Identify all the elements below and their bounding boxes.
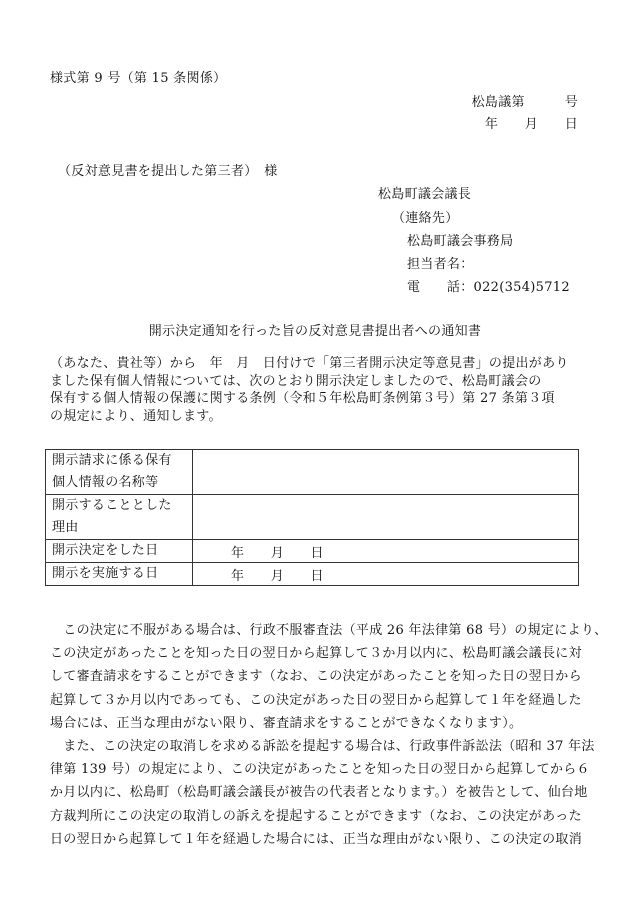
row-label — [46, 495, 193, 540]
body-line: 律第 139 号）の規定により、この決定があったことを知った日の翌日から起算してから６ — [50, 762, 590, 778]
appeal-notice-paragraph — [50, 619, 608, 851]
table-row — [46, 540, 579, 563]
intro-line: 保有する個人情報の保護に関する条例（令和５年松島町条例第３号）第 27 条第３項 — [50, 391, 555, 406]
row-label — [46, 450, 193, 495]
day-label: 日 — [310, 568, 324, 584]
body-line: 場合には、正当な理由がない限り、審査請求をすることができなくなります）。 — [50, 715, 523, 731]
year-label: 年 — [231, 568, 245, 584]
sender-title: 松島町議会議長 — [378, 187, 472, 202]
intro-line: ました保有個人情報については、次のとおり開示決定しましたので、松島町議会の — [50, 373, 542, 389]
personal-info-name-field — [193, 450, 579, 495]
contact-office: 松島町議会事務局 — [407, 234, 514, 249]
disclosure-reason-field — [193, 495, 579, 540]
table-row — [46, 495, 579, 540]
body-line: して審査請求をすることができます（なお、この決定があったことを知った日の翌日から — [50, 669, 582, 685]
row-label-line: 開示請求に係る保有 — [52, 453, 172, 468]
body-line: この決定があったことを知った日の翌日から起算して３か月以内に、松島町議会議長に対 — [50, 646, 582, 662]
implementation-date-field — [193, 563, 579, 586]
addressee: （反対意見書を提出した第三者） 様 — [58, 164, 278, 179]
decision-date-field — [193, 540, 579, 563]
document-number: 松島議第 号 — [471, 95, 578, 110]
body-line: か月以内に、松島町（松島町議会議長が被告の代表者となります。）を被告として、仙台地 — [50, 785, 588, 801]
row-label-line: 開示決定をした日 — [52, 543, 159, 558]
row-label-line: 個人情報の名称等 — [52, 475, 159, 490]
body-line: また、この決定の取消しを求める訴訟を提起する場合は、行政事件訴訟法（昭和 37 年法 — [50, 739, 595, 755]
table-row — [46, 563, 579, 586]
intro-line: の規定により、通知します。 — [50, 408, 222, 424]
intro-paragraph — [50, 355, 585, 425]
form-number: 様式第 9 号（第 15 条関係） — [50, 71, 227, 86]
contact-phone: 電 話：022(354)5712 — [407, 280, 570, 295]
body-line: 起算して３か月以内であっても、この決定があった日の翌日から起算して１年を経過した — [50, 692, 582, 708]
body-line: この決定に不服がある場合は、行政不服審査法（平成 26 年法律第 68 号）の規定により、 — [50, 623, 608, 638]
body-line: 日の翌日から起算して１年を経過した場合には、正当な理由がない限り、この決定の取消 — [50, 831, 583, 847]
contact-label: （連絡先） — [392, 211, 459, 226]
disclosure-info-table — [45, 449, 579, 586]
intro-line: （あなた、貴社等）から 年 月 日付けで「第三者開示決定等意見書」の提出があり — [50, 356, 569, 371]
row-label-line: 開示することとした — [52, 498, 172, 513]
year-label: 年 — [231, 545, 245, 561]
body-line: 方裁判所にこの決定の取消しの訴えを提起することができます（なお、この決定があった — [50, 808, 582, 824]
row-label — [46, 540, 193, 563]
contact-person: 担当者名： — [407, 257, 474, 272]
row-label — [46, 563, 193, 586]
document-date: 年 月 日 — [484, 117, 578, 132]
row-label-line: 理由 — [52, 520, 79, 535]
document-title: 開示決定通知を行った旨の反対意見書提出者への通知書 — [148, 324, 482, 339]
month-label: 月 — [270, 568, 285, 584]
day-label: 日 — [310, 545, 324, 561]
table-row — [46, 450, 579, 495]
month-label: 月 — [270, 545, 285, 561]
row-label-line: 開示を実施する日 — [52, 566, 159, 581]
